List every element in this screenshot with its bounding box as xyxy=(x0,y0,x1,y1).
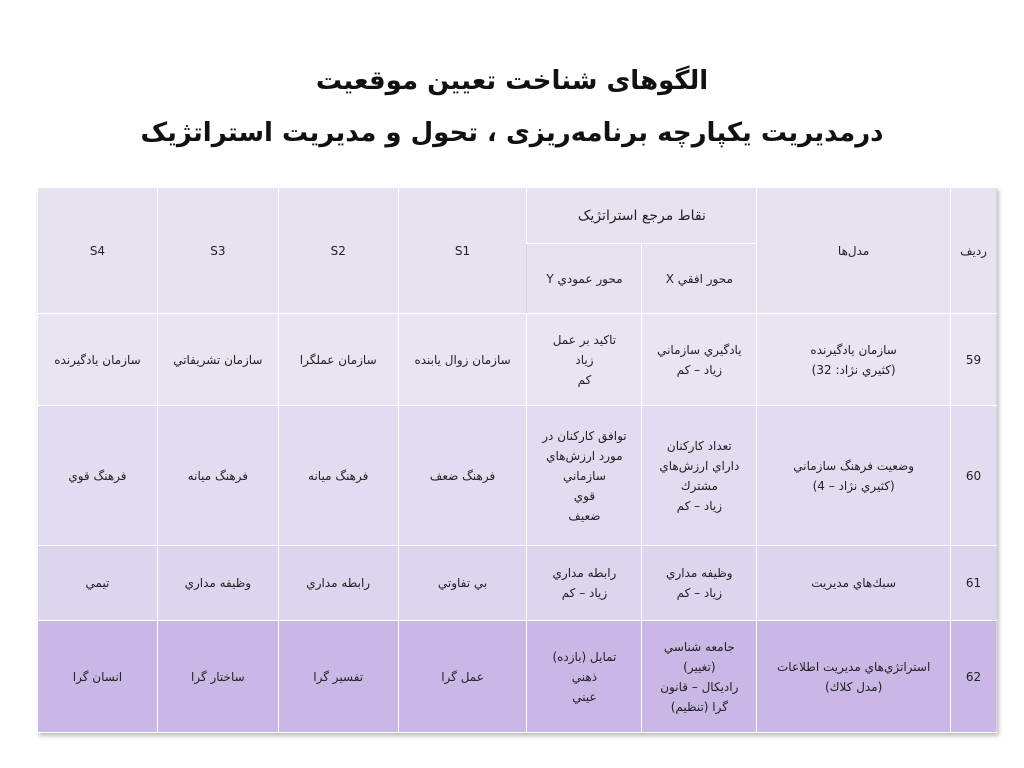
axis-y-line: قوي xyxy=(573,488,596,503)
model-line: وضعيت فرهنگ سازماني xyxy=(793,458,915,473)
axis-y-line: تمايل (بازده) xyxy=(552,649,617,664)
model-line: (مدل كلاك) xyxy=(824,679,883,694)
model-line: سازمان يادگيرنده xyxy=(810,342,897,357)
row-number: 61 xyxy=(951,546,997,621)
s4-cell: سازمان يادگيرنده xyxy=(38,314,158,406)
s2-cell: فرهنگ ميانه xyxy=(278,406,398,546)
model-line: استراتژي‌هاي مديريت اطلاعات xyxy=(777,659,931,674)
axis-y-cell xyxy=(527,546,642,621)
model-cell xyxy=(757,406,951,546)
axis-y-line: سازماني xyxy=(562,468,606,483)
s1-cell: بي تفاوتي xyxy=(398,546,527,621)
axis-y-line: كم xyxy=(577,372,592,387)
row-number: 59 xyxy=(951,314,997,406)
axis-x-line: زياد – كم xyxy=(676,498,723,513)
axis-y-cell xyxy=(527,621,642,733)
s3-cell: فرهنگ ميانه xyxy=(157,406,278,546)
header-s1: S1 xyxy=(398,188,527,314)
page-title-line-1: الگوهای شناخت تعیین موقعیت xyxy=(315,66,709,96)
header-reference-points: نقاط مرجع استراتژیک xyxy=(527,188,757,244)
s3-cell: سازمان تشريفاتي xyxy=(157,314,278,406)
s3-cell: ساختار گرا xyxy=(157,621,278,733)
s4-cell: فرهنگ قوي xyxy=(38,406,158,546)
axis-x-line: زياد – كم xyxy=(676,362,723,377)
s2-cell: سازمان عملگرا xyxy=(278,314,398,406)
axis-x-line: گرا (تنظيم) xyxy=(670,699,728,714)
axis-y-line: زياد xyxy=(575,352,594,367)
header-models: مدل‌ها xyxy=(757,188,951,314)
header-s2: S2 xyxy=(278,188,398,314)
axis-x-line: (تغيير) xyxy=(683,659,716,674)
axis-x-cell xyxy=(642,314,757,406)
axis-x-line: زياد – كم xyxy=(676,586,723,600)
model-line: (كثيري نژاد – 4) xyxy=(812,478,895,493)
axis-y-line: ذهني xyxy=(571,669,598,684)
axis-y-line: رابطه مداري xyxy=(552,566,617,580)
s4-cell: تيمي xyxy=(38,546,158,621)
s1-cell: فرهنگ ضعف xyxy=(398,406,527,546)
axis-x-line: راديكال – قانون xyxy=(660,679,739,694)
model-line: (كثيري نژاد: 32) xyxy=(811,362,896,377)
model-cell xyxy=(757,621,951,733)
axis-x-line: وظيفه مداري xyxy=(666,566,733,580)
page-title-line-2: درمدیریت یکپارچه برنامه‌ریزی ، تحول و مدیریت استراتژیک xyxy=(140,118,884,148)
axis-y-line: ضعيف xyxy=(568,508,601,523)
axis-x-line: يادگيري سازماني xyxy=(657,342,742,357)
header-s4: S4 xyxy=(38,188,158,314)
s1-cell: عمل گرا xyxy=(398,621,527,733)
model-cell xyxy=(757,546,951,621)
header-axis-y: محور عمودي Y xyxy=(527,244,642,314)
axis-y-line: زياد – كم xyxy=(561,586,608,600)
axis-x-cell xyxy=(642,546,757,621)
axis-y-line: توافق كاركنان در xyxy=(542,428,627,443)
axis-x-cell xyxy=(642,621,757,733)
table-row xyxy=(38,406,997,546)
table-row xyxy=(38,314,997,406)
table-row xyxy=(38,546,997,621)
row-number: 62 xyxy=(951,621,997,733)
axis-x-cell xyxy=(642,406,757,546)
axis-x-line: جامعه شناسي xyxy=(663,639,735,654)
axis-x-line: مشترك xyxy=(680,478,718,493)
axis-y-cell xyxy=(527,314,642,406)
axis-x-line: داراي ارزش‌هاي xyxy=(659,458,740,473)
s1-cell: سازمان زوال يابنده xyxy=(398,314,527,406)
model-cell xyxy=(757,314,951,406)
header-s3: S3 xyxy=(157,188,278,314)
axis-y-cell xyxy=(527,406,642,546)
positioning-models-table xyxy=(37,187,997,733)
header-axis-x: محور افقي X xyxy=(642,244,757,314)
axis-y-line: تاكيد بر عمل xyxy=(552,332,617,347)
row-number: 60 xyxy=(951,406,997,546)
axis-y-line: مورد ارزش‌هاي xyxy=(546,448,623,463)
s2-cell: تفسير گرا xyxy=(278,621,398,733)
model-line: سبك‌هاي مديريت xyxy=(811,576,897,590)
table-row xyxy=(38,621,997,733)
axis-y-line: عيني xyxy=(572,689,597,704)
s3-cell: وظيفه مداري xyxy=(157,546,278,621)
s4-cell: انسان گرا xyxy=(38,621,158,733)
axis-x-line: تعداد كاركنان xyxy=(666,438,732,453)
s2-cell: رابطه مداري xyxy=(278,546,398,621)
header-row-number: رديف xyxy=(951,188,997,314)
